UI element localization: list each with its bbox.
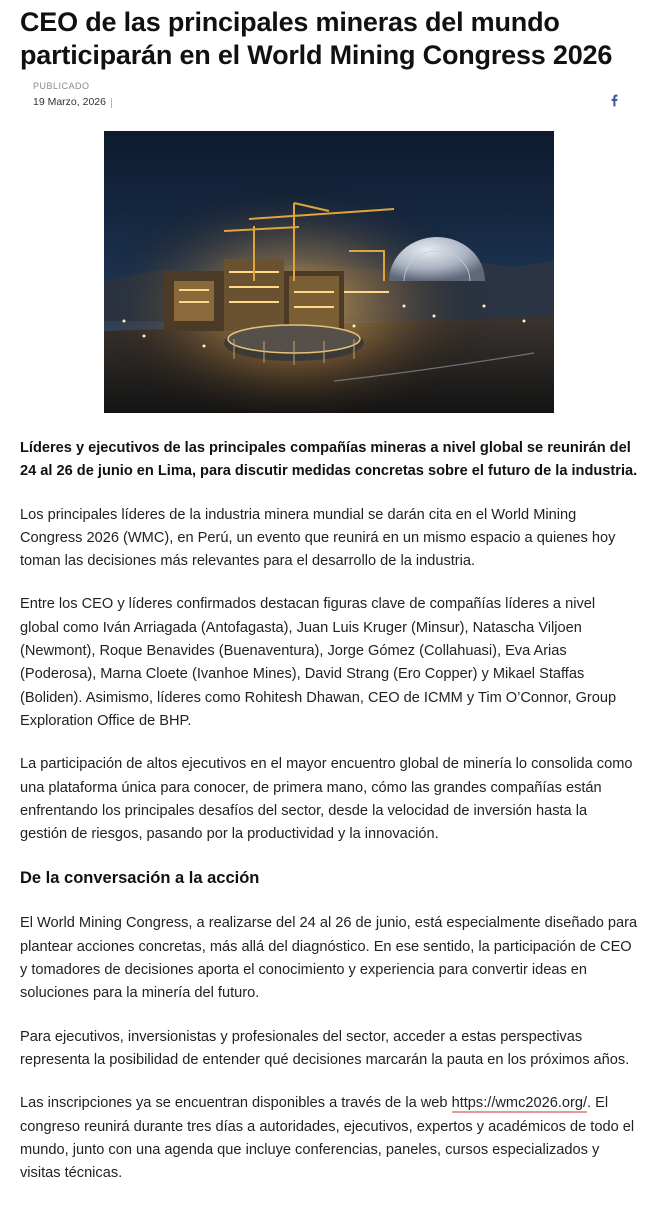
- paragraph: Los principales líderes de la industria minera mundial se darán cita en el World Mining Congress 2026 (WMC), en Perú, un evento que reunirá en un mismo espacio a quienes hoy toman las decisiones más relevantes para el desarrollo de la industria.: [20, 506, 616, 570]
- meta-divider: [111, 98, 112, 108]
- lead-paragraph: Líderes y ejecutivos de las principales compañías mineras a nivel global se reunirán del 24 al 26 de junio en Lima, para discutir medidas concretas sobre el futuro de la industria.: [20, 440, 638, 480]
- section-heading: De la conversación a la acción: [20, 869, 260, 888]
- registration-text-before: Las inscripciones ya se encuentran disponibles a través de la web: [20, 1095, 452, 1112]
- wmc-website-link[interactable]: https://wmc2026.org/: [451, 1095, 588, 1112]
- article-title: CEO de las principales mineras del mundo participarán en el World Mining Congress 2026: [20, 7, 613, 70]
- article-meta: [20, 81, 638, 113]
- paragraph-registration: [20, 1092, 638, 1185]
- date-row: [33, 96, 638, 109]
- paragraph: La participación de altos ejecutivos en el mayor encuentro global de minería lo consolida como una plataforma única para conocer, de primera mano, cómo las grandes compañías están enfrentando los principales desafíos del sector, desde la velocidad de inversión hasta la gestión de riesgos, pasando por la productividad y la innovación.: [20, 756, 633, 843]
- paragraph: Para ejecutivos, inversionistas y profesionales del sector, acceder a estas perspectivas representa la posibilidad de entender qué decisiones marcarán la pauta en los próximos años.: [20, 1028, 630, 1068]
- paragraph: El World Mining Congress, a realizarse del 24 al 26 de junio, está especialmente diseñado para plantear acciones concretas, más allá del diagnóstico. En ese sentido, la participación de CEO y tomadores de decisiones aporta el conocimiento y experiencia para convertir ideas en soluciones para la minería del futuro.: [20, 915, 638, 1002]
- publish-date: 19 Marzo, 2026: [33, 96, 106, 108]
- published-label: PUBLICADO: [33, 81, 90, 91]
- mining-plant-night-photo: [104, 131, 554, 413]
- article-body: [20, 437, 638, 1185]
- facebook-icon[interactable]: [608, 93, 620, 107]
- registration-text-after: . El congreso reunirá durante tres días a autoridades, ejecutivos, expertos y académicos de todo el mundo, junto con una agenda que incluye conferencias, paneles, cursos especializados y visitas técnicas.: [20, 1095, 635, 1182]
- paragraph: Entre los CEO y líderes confirmados destacan figuras clave de compañías líderes a nivel global como Iván Arriagada (Antofagasta), Juan Luis Kruger (Minsur), Natascha Viljoen (Newmont), Roque Benavides (Buenaventura), Jorge Gómez (Collahuasi), Eva Arias (Poderosa), Marna Cloete (Ivanhoe Mines), David Strang (Ero Copper) y Mikael Staffas (Boliden). Asimismo, líderes como Rohitesh Dhawan, CEO de ICMM y Tim O’Connor, Group Exploration Office de BHP.: [20, 596, 617, 729]
